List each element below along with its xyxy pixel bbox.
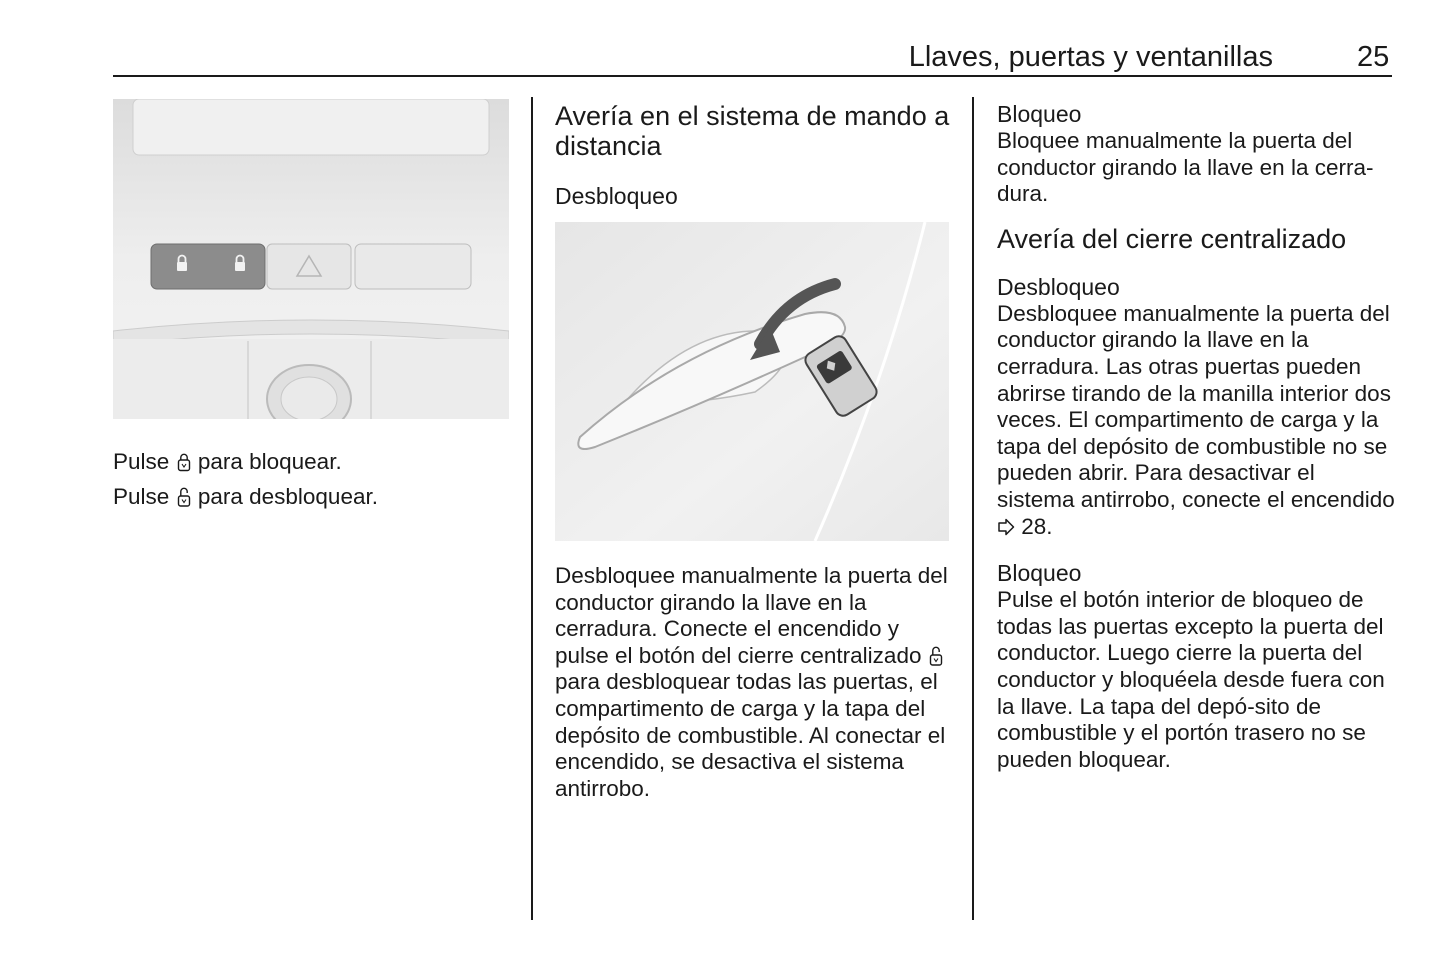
unlock-instruction-before: Pulse	[113, 484, 170, 509]
lock-instruction	[113, 444, 513, 479]
lock-subheading-1: Bloqueo	[997, 101, 1082, 127]
lock-open-icon	[177, 487, 191, 507]
remote-failure-paragraph	[555, 563, 955, 802]
manual-unlock-paragraph	[997, 301, 1397, 540]
lock-instruction-after: para bloquear.	[197, 449, 342, 474]
section-title: Llaves, puertas y ventanillas	[908, 41, 1273, 73]
column-3-text	[997, 101, 1397, 773]
unlock-instruction-after: para desbloquear.	[197, 484, 378, 509]
console-lock-buttons-illustration	[113, 99, 509, 419]
manual-lock-paragraph: Bloquee manualmente la puerta del conductor girando la llave en la cerra-dura.	[997, 128, 1374, 207]
lock-instruction-before: Pulse	[113, 449, 170, 474]
remote-failure-paragraph-part2: para desbloquear todas las puertas, el compartimento de carga y la tapa del depósito de combustible. Al conectar el encendido, se desactiva el sistema antirrobo.	[555, 669, 946, 801]
console-lock-buttons-figure	[113, 99, 509, 419]
manual-unlock-paragraph-text: Desbloquee manualmente la puerta del conductor girando la llave en la cerradura. Las otras puertas pueden abrirse tirando de la manilla interior dos veces. El compartimento de carga y la tapa del depósito de combustible no se pueden abrir. Para desactivar el sistema antirrobo, conecte el encendido	[997, 300, 1395, 512]
remote-failure-paragraph-part1: Desbloquee manualmente la puerta del conductor girando la llave en la cerradura. Conecte el encendido y pulse el botón del cierre centralizado	[555, 563, 948, 668]
unlock-subheading: Desbloqueo	[555, 183, 678, 209]
interior-lock-paragraph: Pulse el botón interior de bloqueo de todas las puertas excepto la puerta del conductor. Luego cierre la puerta del conductor y bloquéela desde fuera con la llave. La tapa del depó-sito de combustible y el portón trasero no se pueden bloquear.	[997, 587, 1385, 772]
header-rule	[113, 75, 1392, 77]
column-2-headings	[555, 101, 955, 210]
column-divider-1	[531, 97, 533, 920]
door-handle-key-illustration	[555, 222, 949, 541]
unlock-instruction	[113, 479, 513, 514]
page-reference[interactable]: 28.	[1021, 513, 1053, 539]
lock-closed-icon	[177, 452, 191, 472]
column-divider-2	[972, 97, 974, 920]
reference-arrow-icon	[997, 518, 1015, 536]
column-2-text	[555, 563, 955, 802]
lock-open-icon	[929, 646, 943, 666]
column-1-text	[113, 444, 513, 514]
lock-subheading-2: Bloqueo	[997, 560, 1082, 587]
central-lock-failure-heading: Avería del cierre centralizado	[997, 223, 1347, 254]
unlock-subheading-2: Desbloqueo	[997, 273, 1120, 300]
remote-failure-heading: Avería en el sistema de mando a distancia	[555, 101, 950, 161]
door-handle-figure	[555, 222, 949, 541]
page-number: 25	[1357, 41, 1390, 73]
